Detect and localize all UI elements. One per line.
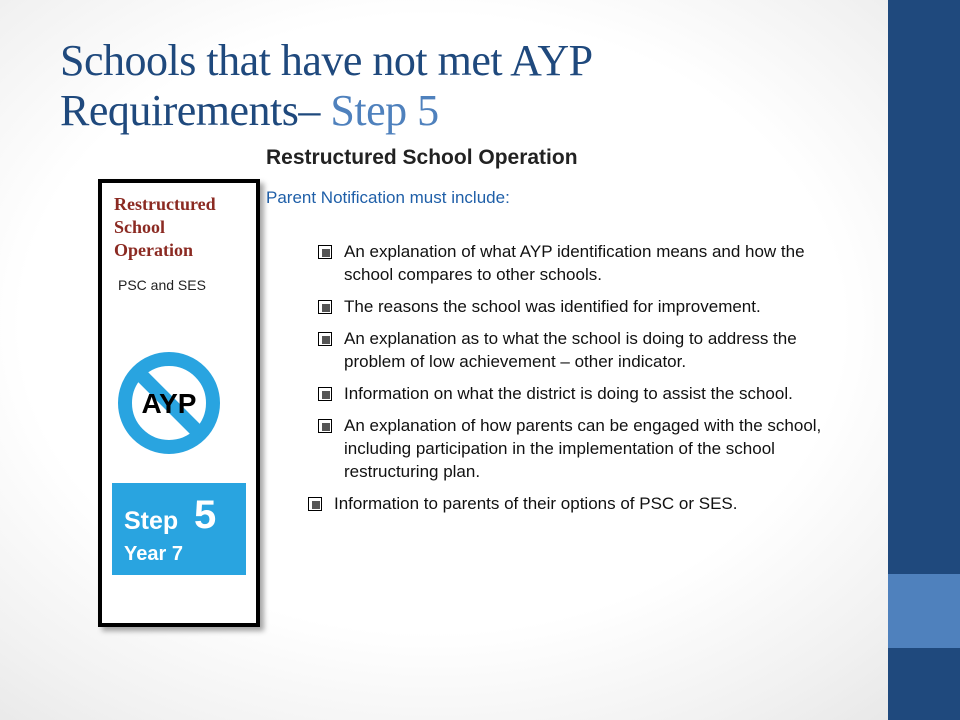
step-number: 5 [194, 493, 217, 537]
right-decor-accent [888, 574, 960, 648]
list-item [318, 240, 838, 286]
list-item [308, 492, 838, 515]
list-item [318, 327, 838, 373]
checkbox-bullet-icon [318, 419, 332, 433]
list-item-text: An explanation of what AYP identification means and how the school compares to other schools. [344, 242, 805, 284]
checkbox-bullet-icon [308, 497, 322, 511]
list-item-text: The reasons the school was identified for improvement. [344, 297, 761, 316]
title-main: Schools that have not met AYP Requirements– [60, 36, 592, 135]
list-item [318, 414, 838, 483]
checkbox-bullet-icon [318, 332, 332, 346]
no-ayp-icon [117, 351, 221, 455]
list-item-text: An explanation as to what the school is doing to address the problem of low achievement – other indicator. [344, 329, 797, 371]
step-graphic-panel [98, 179, 260, 627]
list-item [318, 295, 838, 318]
list-item-text: Information on what the district is doing to assist the school. [344, 384, 793, 403]
step-year: Year 7 [124, 543, 183, 565]
checkbox-bullet-icon [318, 245, 332, 259]
slide-title [60, 36, 860, 136]
list-item-text: An explanation of how parents can be engaged with the school, including participation in the implementation of the school restructuring plan. [344, 416, 822, 481]
checkbox-bullet-icon [318, 300, 332, 314]
requirements-list [318, 240, 838, 524]
intro-text: Parent Notification must include: [266, 188, 510, 207]
panel-note: PSC and SES [118, 277, 206, 293]
list-item [318, 382, 838, 405]
list-item-text: Information to parents of their options of PSC or SES. [334, 494, 738, 513]
ayp-logo-text: AYP [141, 388, 197, 419]
title-step: Step 5 [330, 86, 439, 135]
panel-heading: Restructured School Operation [114, 194, 216, 260]
slide-subtitle: Restructured School Operation [266, 146, 578, 169]
step-badge [112, 483, 246, 575]
checkbox-bullet-icon [318, 387, 332, 401]
step-word: Step [124, 507, 179, 535]
